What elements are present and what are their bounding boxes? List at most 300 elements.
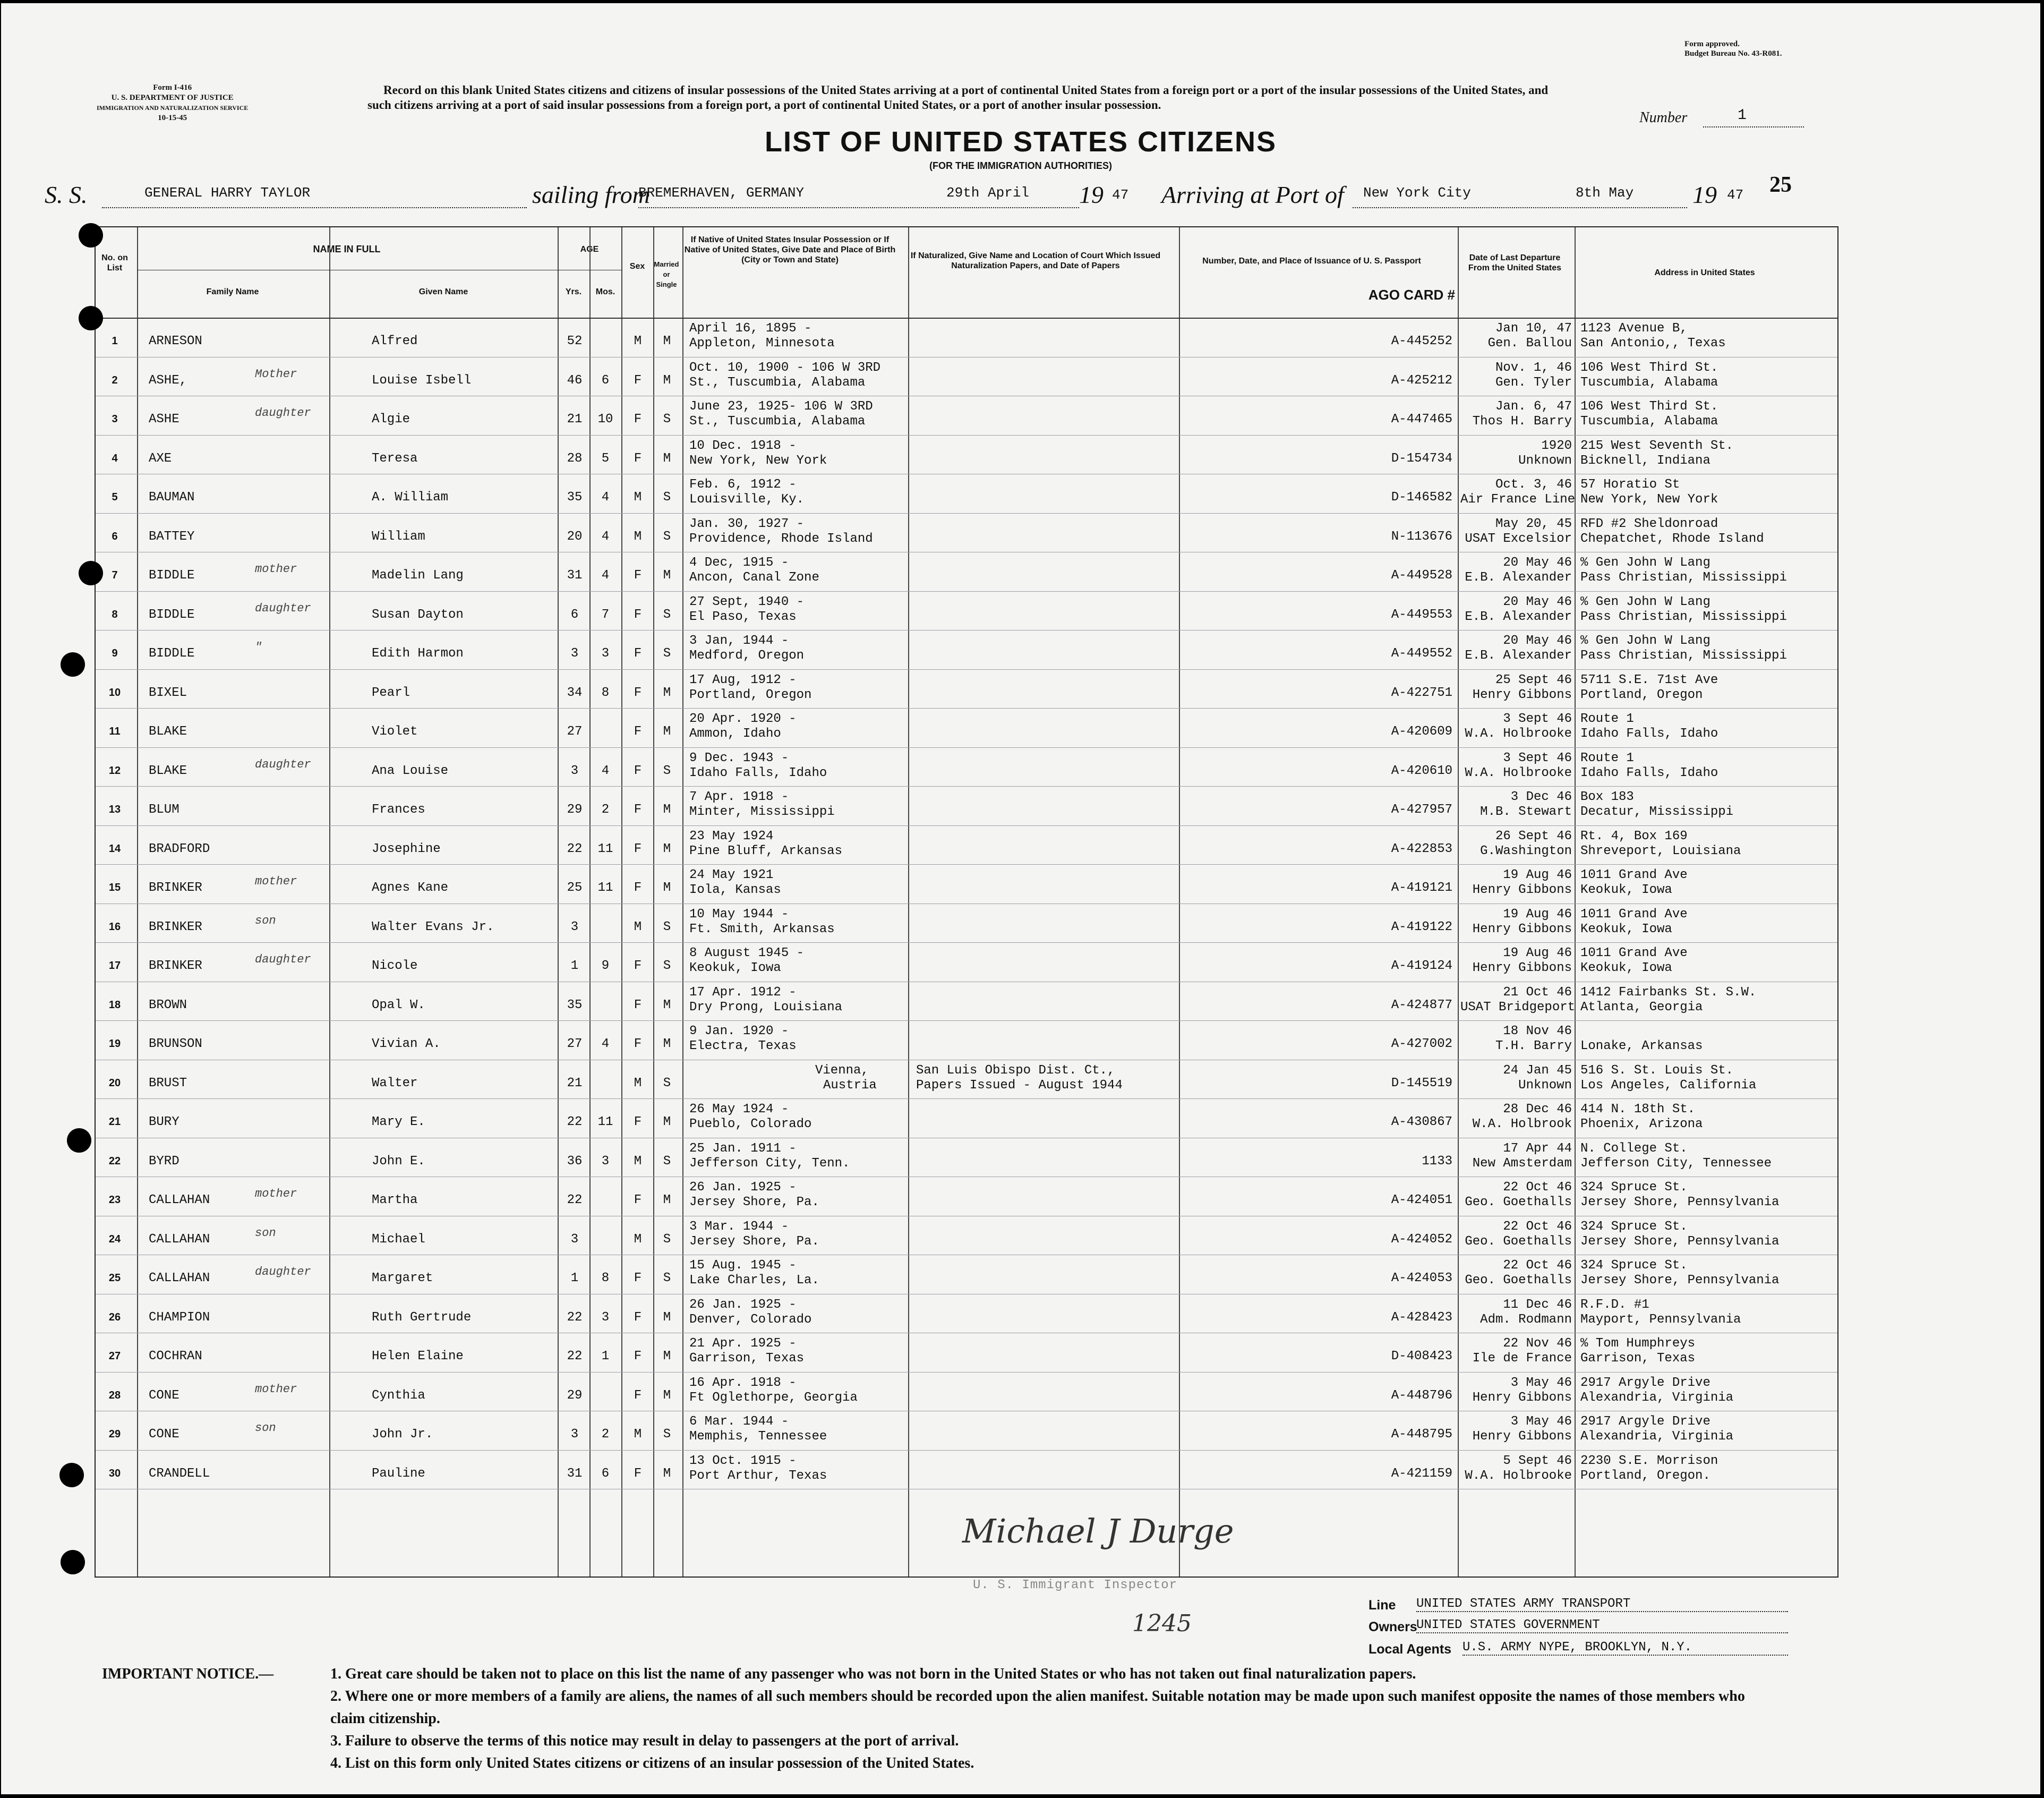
owners-label: Owners <box>1369 1620 1417 1634</box>
col-mos: Mos. <box>595 287 615 296</box>
ago-card-number: D-154734 <box>1391 451 1452 466</box>
handwritten-relation: mother <box>255 1187 297 1200</box>
family-name: BIDDLE <box>149 568 195 583</box>
address-street: 106 West Third St. <box>1580 360 1718 375</box>
table-row <box>96 1020 1837 1060</box>
arrival-port: New York City <box>1363 185 1471 201</box>
naturalization-papers: Papers Issued - August 1944 <box>916 1078 1123 1093</box>
age-years: 21 <box>567 412 583 427</box>
punch-hole <box>79 223 103 248</box>
family-name: CONE <box>149 1427 179 1442</box>
sex: F <box>634 685 642 700</box>
departure-date: 20 May 46 <box>1503 634 1572 648</box>
address-city: Pass Christian, Mississippi <box>1580 609 1787 624</box>
age-years: 3 <box>570 1232 579 1247</box>
punch-hole <box>79 306 103 330</box>
handwritten-relation: son <box>255 1421 276 1435</box>
given-name: Martha <box>372 1193 418 1207</box>
ago-card-number: A-430867 <box>1391 1115 1452 1129</box>
departure-date: 19 Aug 46 <box>1503 907 1572 922</box>
marital-status: M <box>663 1310 671 1325</box>
table-row <box>96 1177 1837 1216</box>
given-name: Pauline <box>372 1466 425 1481</box>
table-row <box>96 1450 1837 1489</box>
page-number: 25 <box>1769 173 1792 197</box>
departure-ship: USAT Bridgeport <box>1460 1000 1576 1015</box>
table-row <box>96 552 1837 591</box>
given-name: Opal W. <box>372 998 425 1012</box>
ago-card-number: A-445252 <box>1391 334 1452 348</box>
row-number: 16 <box>108 921 121 933</box>
marital-status: S <box>663 529 671 544</box>
handwritten-relation: " <box>255 641 262 654</box>
address-city: Phoenix, Arizona <box>1580 1117 1703 1131</box>
given-name: Algie <box>372 412 410 427</box>
handwritten-relation: daughter <box>255 757 311 771</box>
address-street: 1011 Grand Ave <box>1580 868 1688 882</box>
family-name: BLUM <box>149 803 179 817</box>
row-number: 20 <box>108 1077 121 1089</box>
address-city: Idaho Falls, Idaho <box>1580 727 1718 741</box>
departure-date: 22 Oct 46 <box>1503 1180 1572 1195</box>
birth-date: 21 Apr. 1925 - <box>689 1336 797 1351</box>
sex: F <box>634 803 642 817</box>
sex: M <box>634 1427 642 1442</box>
family-name: CALLAHAN <box>149 1232 210 1247</box>
address-city: Mayport, Pennsylvania <box>1580 1312 1741 1327</box>
col-name-in-full: NAME IN FULL <box>313 244 381 254</box>
marital-status: M <box>663 841 671 856</box>
birth-place: Minter, Mississippi <box>689 805 835 819</box>
marital-status: M <box>663 1349 671 1364</box>
departure-date: 28 Dec 46 <box>1503 1102 1572 1117</box>
family-name: BAUMAN <box>149 490 195 505</box>
address-city: Jersey Shore, Pennsylvania <box>1580 1195 1780 1209</box>
arrival-year: 47 <box>1727 187 1744 203</box>
address-city: San Antonio,, Texas <box>1580 336 1726 351</box>
age-years: 34 <box>567 685 583 700</box>
departure-date: May 20, 45 <box>1495 516 1572 531</box>
departure-date: Jan 10, 47 <box>1495 321 1572 336</box>
row-number: 10 <box>108 686 121 698</box>
row-number: 5 <box>112 491 118 503</box>
row-number: 19 <box>108 1038 121 1050</box>
birth-date: 15 Aug. 1945 - <box>689 1258 797 1273</box>
row-number: 30 <box>108 1467 121 1479</box>
table-row <box>96 435 1837 474</box>
row-number: 27 <box>108 1350 121 1362</box>
table-row <box>96 357 1837 396</box>
family-name: BLAKE <box>149 763 187 778</box>
given-name: William <box>372 529 425 544</box>
row-number: 17 <box>108 960 121 972</box>
birth-place: Garrison, Texas <box>689 1351 805 1366</box>
address-street: % Tom Humphreys <box>1580 1336 1696 1351</box>
given-name: Ana Louise <box>372 763 449 778</box>
birth-date: 17 Apr. 1912 - <box>689 985 797 1000</box>
given-name: Frances <box>372 803 425 817</box>
departure-date: 26 Sept 46 <box>1495 829 1572 843</box>
manifest-page <box>1 3 2040 1794</box>
age-months: 5 <box>601 451 610 466</box>
document-subtitle: (FOR THE IMMIGRATION AUTHORITIES) <box>929 160 1112 171</box>
sex: F <box>634 998 642 1012</box>
age-years: 29 <box>567 803 583 817</box>
address-city: Tuscumbia, Alabama <box>1580 375 1718 390</box>
departure-ship: E.B. Alexander <box>1465 609 1572 624</box>
sex: F <box>634 1115 642 1129</box>
birth-place: New York, New York <box>689 453 827 468</box>
row-number: 15 <box>108 882 121 893</box>
handwritten-relation: son <box>255 1226 276 1240</box>
birth-date: 13 Oct. 1915 - <box>689 1453 797 1468</box>
col-family: Family Name <box>206 287 259 296</box>
birth-place: St., Tuscumbia, Alabama <box>689 414 866 429</box>
sex: F <box>634 1271 642 1285</box>
departure-date: 17 Apr 44 <box>1503 1141 1572 1156</box>
address-street: R.F.D. #1 <box>1580 1297 1649 1312</box>
departure-ship: Henry Gibbons <box>1472 883 1572 897</box>
naturalization-court: San Luis Obispo Dist. Ct., <box>916 1063 1115 1078</box>
address-city: Atlanta, Georgia <box>1580 1000 1703 1015</box>
ago-card-number: A-420610 <box>1391 763 1452 778</box>
age-years: 28 <box>567 451 583 466</box>
table-row <box>96 864 1837 904</box>
address-street: 324 Spruce St. <box>1580 1180 1688 1195</box>
departure-date: Nov. 1, 46 <box>1495 360 1572 375</box>
ago-card-number: A-421159 <box>1391 1466 1452 1481</box>
ago-card-number: A-427957 <box>1391 803 1452 817</box>
departure-date: 3 Sept 46 <box>1503 751 1572 765</box>
birth-place: St., Tuscumbia, Alabama <box>689 375 866 390</box>
marital-status: M <box>663 881 671 895</box>
ago-card-number: A-419124 <box>1391 959 1452 973</box>
col-married: Married or Single <box>654 260 679 288</box>
age-months: 3 <box>601 646 610 661</box>
family-name: CONE <box>149 1388 179 1403</box>
departure-date: 3 May 46 <box>1510 1414 1572 1429</box>
departure-ship: Henry Gibbons <box>1472 922 1572 936</box>
birth-date: Oct. 10, 1900 - 106 W 3RD <box>689 360 881 375</box>
table-row <box>96 786 1837 825</box>
birth-date: 17 Aug, 1912 - <box>689 672 797 687</box>
address-city: Jefferson City, Tennessee <box>1580 1156 1772 1171</box>
given-name: Cynthia <box>372 1388 425 1403</box>
line-label: Line <box>1369 1598 1396 1613</box>
number-value: 1 <box>1738 107 1747 124</box>
age-months: 11 <box>597 1115 613 1129</box>
family-name: BURY <box>149 1115 179 1129</box>
table-row <box>96 747 1837 787</box>
year-prefix: 19 <box>1079 181 1104 208</box>
row-number: 3 <box>112 413 118 425</box>
family-name: BROWN <box>149 998 187 1012</box>
address-street: 2917 Argyle Drive <box>1580 1414 1711 1429</box>
age-years: 3 <box>570 646 579 661</box>
sex: F <box>634 763 642 778</box>
marital-status: S <box>663 1427 671 1442</box>
address-city: Pass Christian, Mississippi <box>1580 570 1787 585</box>
age-years: 52 <box>567 334 583 348</box>
birth-place: Pueblo, Colorado <box>689 1117 812 1131</box>
age-years: 36 <box>567 1154 583 1169</box>
col-ago-card: AGO CARD # <box>1368 287 1455 303</box>
sex: F <box>634 373 642 388</box>
birth-date: 26 Jan. 1925 - <box>689 1180 797 1195</box>
year-prefix-2: 19 <box>1692 181 1717 208</box>
birth-place: Memphis, Tennessee <box>689 1429 827 1444</box>
age-years: 1 <box>570 1271 579 1285</box>
ago-card-number: A-449553 <box>1391 607 1452 622</box>
punch-hole <box>61 652 85 677</box>
table-row <box>96 1333 1837 1372</box>
family-name: AXE <box>149 451 172 466</box>
age-months: 4 <box>601 529 610 544</box>
ago-card-number: A-447465 <box>1391 412 1452 427</box>
ss-label: S. S. <box>45 181 88 208</box>
departure-date: 29th April <box>946 185 1030 201</box>
age-years: 29 <box>567 1388 583 1403</box>
number-line <box>1703 126 1804 127</box>
table-row <box>96 982 1837 1021</box>
departure-date: 18 Nov 46 <box>1503 1024 1572 1038</box>
address-city: Portland, Oregon. <box>1580 1468 1711 1483</box>
birth-place: Ammon, Idaho <box>689 727 781 741</box>
department: U. S. DEPARTMENT OF JUSTICE <box>111 93 234 102</box>
punch-hole <box>59 1463 84 1487</box>
family-name: BATTEY <box>149 529 195 544</box>
age-years: 31 <box>567 1466 583 1481</box>
given-name: Helen Elaine <box>372 1349 464 1364</box>
family-name: BYRD <box>149 1154 179 1169</box>
departure-ship: Unknown <box>1518 1078 1572 1093</box>
address-street: 2230 S.E. Morrison <box>1580 1453 1718 1468</box>
birth-place: Appleton, Minnesota <box>689 336 835 351</box>
address-city: Bicknell, Indiana <box>1580 453 1711 468</box>
table-row <box>96 669 1837 709</box>
sex: F <box>634 646 642 661</box>
birth-place: Electra, Texas <box>689 1039 797 1053</box>
handwritten-relation: daughter <box>255 406 311 420</box>
birth-date: 8 August 1945 - <box>689 946 805 960</box>
address-street: Route 1 <box>1580 751 1634 765</box>
age-years: 22 <box>567 1310 583 1325</box>
family-name: ASHE, <box>149 373 187 388</box>
birth-date: 10 May 1944 - <box>689 907 789 922</box>
form-date: 10-15-45 <box>158 114 187 122</box>
birth-date: 10 Dec. 1918 - <box>689 438 797 453</box>
age-months: 4 <box>601 568 610 583</box>
family-name: CALLAHAN <box>149 1193 210 1207</box>
ago-card-number: A-427002 <box>1391 1037 1452 1051</box>
departure-date: 19 Aug 46 <box>1503 946 1572 960</box>
table-row <box>96 513 1837 552</box>
address-street: 5711 S.E. 71st Ave <box>1580 672 1718 687</box>
row-number: 7 <box>112 569 118 581</box>
inspector-signature: Michael J Durge <box>962 1512 1234 1550</box>
marital-status: M <box>663 803 671 817</box>
marital-status: S <box>663 1154 671 1169</box>
ago-card-number: A-425212 <box>1391 373 1452 388</box>
marital-status: S <box>663 607 671 622</box>
given-name: A. William <box>372 490 449 505</box>
departure-date: 20 May 46 <box>1503 556 1572 570</box>
departure-ship: Geo. Goethalls <box>1465 1234 1572 1249</box>
given-name: John E. <box>372 1154 425 1169</box>
sex: F <box>634 1193 642 1207</box>
owners-value: UNITED STATES GOVERNMENT <box>1416 1618 1788 1633</box>
sailing-from-label: sailing from <box>532 181 650 208</box>
ago-card-number: A-419121 <box>1391 881 1452 895</box>
age-years: 22 <box>567 1349 583 1364</box>
handwritten-relation: mother <box>255 563 297 576</box>
col-sex: Sex <box>629 262 645 271</box>
age-years: 27 <box>567 1037 583 1051</box>
address-city: Alexandria, Virginia <box>1580 1429 1734 1444</box>
departure-date: 3 Dec 46 <box>1510 790 1572 804</box>
address-city: Decatur, Mississippi <box>1580 805 1734 819</box>
departure-ship: Ile de France <box>1472 1351 1572 1366</box>
birth-date: 4 Dec, 1915 - <box>689 556 789 570</box>
departure-ship: G.Washington <box>1480 843 1572 858</box>
family-name: CALLAHAN <box>149 1271 210 1285</box>
agents-label: Local Agents <box>1369 1642 1452 1657</box>
departure-ship: W.A. Holbrooke <box>1465 1468 1572 1483</box>
address-city: Keokuk, Iowa <box>1580 883 1672 897</box>
age-years: 27 <box>567 725 583 739</box>
family-name: BIDDLE <box>149 607 195 622</box>
age-years: 31 <box>567 568 583 583</box>
birth-date: 24 May 1921 <box>689 868 774 882</box>
table-row <box>96 1138 1837 1177</box>
given-name: Alfred <box>372 334 418 348</box>
arrival-date: 8th May <box>1576 185 1634 201</box>
sex: F <box>634 959 642 973</box>
age-years: 6 <box>570 607 579 622</box>
age-months: 8 <box>601 685 610 700</box>
ago-card-number: D-145519 <box>1391 1076 1452 1090</box>
sex: F <box>634 841 642 856</box>
marital-status: M <box>663 1037 671 1051</box>
birth-date: 25 Jan. 1911 - <box>689 1141 797 1156</box>
sex: M <box>634 1154 642 1169</box>
age-months: 2 <box>601 803 610 817</box>
marital-status: M <box>663 1193 671 1207</box>
ago-card-number: A-428423 <box>1391 1310 1452 1325</box>
marital-status: S <box>663 959 671 973</box>
sex: F <box>634 881 642 895</box>
address-street: 1011 Grand Ave <box>1580 946 1688 960</box>
given-name: Teresa <box>372 451 418 466</box>
ago-card-number: A-422853 <box>1391 841 1452 856</box>
given-name: Ruth Gertrude <box>372 1310 472 1325</box>
sex: M <box>634 1232 642 1247</box>
departure-ship: E.B. Alexander <box>1465 649 1572 663</box>
address-street: Route 1 <box>1580 712 1634 726</box>
document-title: LIST OF UNITED STATES CITIZENS <box>765 126 1277 158</box>
birth-date: 26 May 1924 - <box>689 1102 789 1117</box>
birth-date: Vienna, <box>815 1063 869 1078</box>
given-name: Nicole <box>372 959 418 973</box>
departure-ship: USAT Excelsior <box>1465 531 1572 546</box>
budget-approval <box>1684 39 1782 58</box>
birth-place: Denver, Colorado <box>689 1312 812 1327</box>
given-name: Louise Isbell <box>372 373 472 388</box>
birth-place: Idaho Falls, Idaho <box>689 765 827 780</box>
address-street: Box 183 <box>1580 790 1634 804</box>
punch-hole <box>79 561 103 585</box>
marital-status: M <box>663 1466 671 1481</box>
departure-ship: T.H. Barry <box>1495 1039 1572 1053</box>
birth-place: Ft. Smith, Arkansas <box>689 922 835 936</box>
table-row <box>96 591 1837 630</box>
table-row <box>96 1294 1837 1333</box>
row-number: 1 <box>112 335 118 347</box>
departure-date: 3 Sept 46 <box>1503 712 1572 726</box>
departure-ship: W.A. Holbrooke <box>1465 765 1572 780</box>
given-name: Susan Dayton <box>372 607 464 622</box>
address-city: Alexandria, Virginia <box>1580 1390 1734 1405</box>
table-row <box>96 1255 1837 1294</box>
row-number: 21 <box>108 1116 121 1128</box>
handwritten-relation: mother <box>255 1382 297 1396</box>
birth-place: Louisville, Ky. <box>689 492 805 507</box>
table-row <box>96 904 1837 943</box>
departure-date: Jan. 6, 47 <box>1495 399 1572 414</box>
col-passport: Number, Date, and Place of Issuance of U. S. Passport <box>1202 257 1421 266</box>
address-street: 414 N. 18th St. <box>1580 1102 1696 1117</box>
handwritten-relation: daughter <box>255 953 311 966</box>
service: IMMIGRATION AND NATURALIZATION SERVICE <box>97 104 249 112</box>
age-months: 11 <box>597 881 613 895</box>
family-name: BIXEL <box>149 685 187 700</box>
row-number: 12 <box>108 764 121 777</box>
sex: M <box>634 334 642 348</box>
notice-4: 4. List on this form only United States citizens or citizens of an insular possession of the United States. <box>330 1755 974 1771</box>
birth-date: 3 Mar. 1944 - <box>689 1219 789 1234</box>
family-name: BRINKER <box>149 919 202 934</box>
age-months: 3 <box>601 1154 610 1169</box>
ago-card-number: A-420609 <box>1391 725 1452 739</box>
departure-date: 25 Sept 46 <box>1495 672 1572 687</box>
punch-hole <box>67 1128 91 1153</box>
birth-date: 20 Apr. 1920 - <box>689 712 797 726</box>
age-months: 4 <box>601 763 610 778</box>
table-row <box>96 942 1837 982</box>
age-months: 10 <box>597 412 613 427</box>
handwritten-relation: daughter <box>255 601 311 615</box>
handwritten-relation: mother <box>255 875 297 888</box>
departure-date: 20 May 46 <box>1503 594 1572 609</box>
address-street: 324 Spruce St. <box>1580 1219 1688 1234</box>
notice-3: 3. Failure to observe the terms of this notice may result in delay to passengers at the port of arrival. <box>330 1733 959 1749</box>
birth-place: Austria <box>823 1078 877 1093</box>
departure-date: 5 Sept 46 <box>1503 1453 1572 1468</box>
handwritten-number: 1245 <box>1132 1610 1192 1637</box>
address-street: % Gen John W Lang <box>1580 556 1711 570</box>
address-street: 1412 Fairbanks St. S.W. <box>1580 985 1757 1000</box>
marital-status: M <box>663 334 671 348</box>
age-months: 8 <box>601 1271 610 1285</box>
birth-date: 16 Apr. 1918 - <box>689 1375 797 1390</box>
address-city: Shreveport, Louisiana <box>1580 843 1741 858</box>
birth-date: 27 Sept, 1940 - <box>689 594 805 609</box>
address-city: Garrison, Texas <box>1580 1351 1696 1366</box>
address-street: 2917 Argyle Drive <box>1580 1375 1711 1390</box>
age-years: 3 <box>570 1427 579 1442</box>
col-naturalized: If Naturalized, Give Name and Location of Court Which Issued Naturalization Papers, and Date of Papers <box>910 251 1161 270</box>
col-given: Given Name <box>418 287 468 296</box>
